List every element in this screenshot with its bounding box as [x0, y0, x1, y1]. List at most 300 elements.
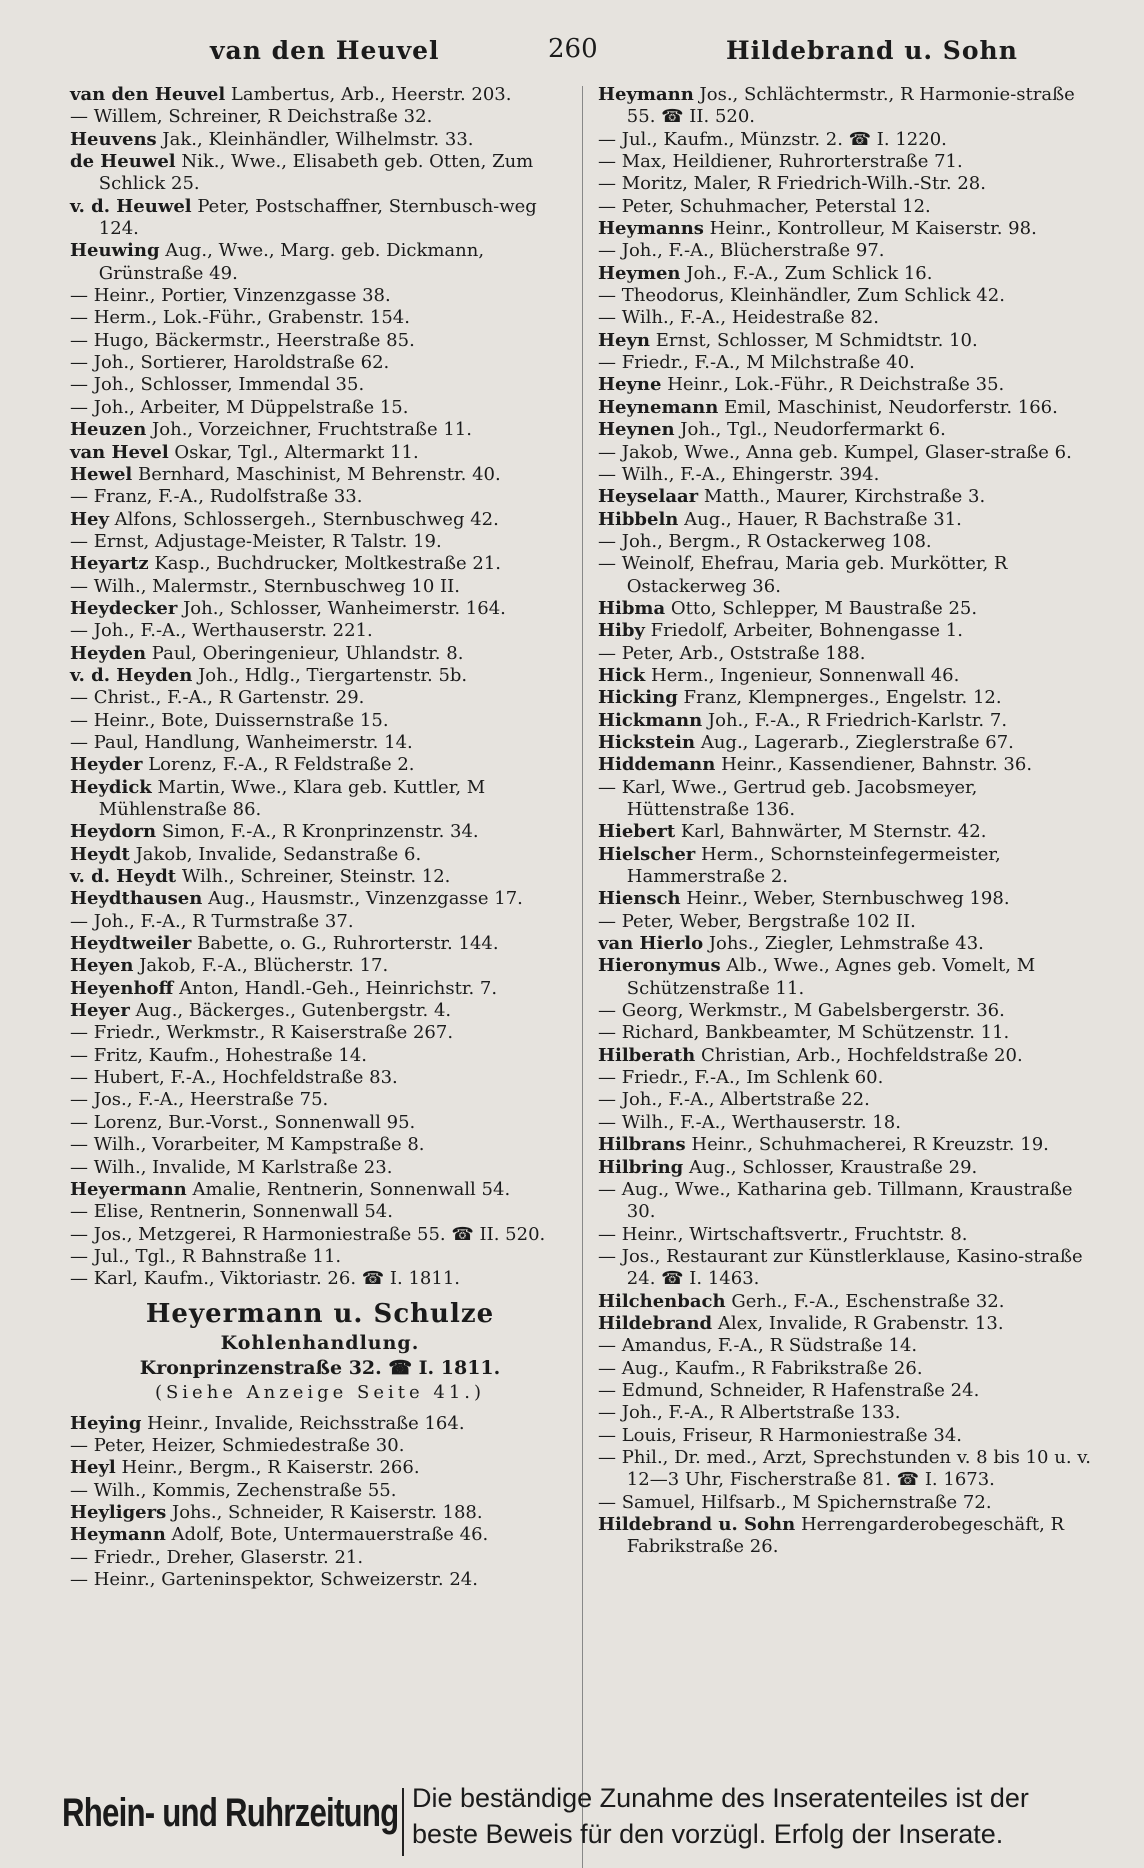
directory-entry: [70, 196, 570, 241]
directory-entry: [70, 1224, 570, 1246]
entry-text: — Jos., Metzgerei, R Harmoniestraße 55. ☎ II. 520.: [70, 1223, 546, 1245]
directory-entry: [598, 710, 1104, 732]
entry-details: Aug., Bäckerges., Gutenbergstr. 4.: [135, 1000, 452, 1022]
entry-details: Jakob, Invalide, Sedanstraße 6.: [135, 843, 422, 865]
entry-details: Aug., Schlosser, Kraustraße 29.: [689, 1156, 978, 1178]
entry-surname: Heying: [70, 1412, 142, 1434]
entry-details: Bernhard, Maschinist, M Behrenstr. 40.: [137, 463, 501, 485]
entry-surname: Hibbeln: [598, 508, 679, 530]
entry-text: — Lorenz, Bur.-Vorst., Sonnenwall 95.: [70, 1111, 416, 1133]
entry-surname: Hewel: [70, 463, 133, 485]
directory-entry: [70, 1502, 570, 1524]
directory-entry: [70, 285, 570, 307]
entry-surname: Heydthausen: [70, 888, 203, 910]
directory-entry: [70, 777, 570, 822]
directory-entry: [598, 240, 1104, 262]
directory-entry: [70, 1089, 570, 1111]
directory-entry: [598, 754, 1104, 776]
directory-entry: [70, 687, 570, 709]
entry-details: Alex, Invalide, R Grabenstr. 13.: [717, 1312, 1004, 1334]
directory-entry: [598, 307, 1104, 329]
entry-details: Joh., Hdlg., Tiergartenstr. 5b.: [198, 664, 468, 686]
directory-entry: [70, 1179, 570, 1201]
entry-text: — Moritz, Maler, R Friedrich-Wilh.-Str. 28.: [598, 173, 986, 195]
directory-entry: [598, 1514, 1104, 1559]
entry-details: Johs., Schneider, R Kaiserstr. 188.: [171, 1501, 483, 1523]
directory-entry: [598, 285, 1104, 307]
header-left-keyword: van den Heuvel: [210, 36, 440, 65]
entry-text: — Friedr., Werkmstr., R Kaiserstraße 267.: [70, 1022, 454, 1044]
directory-entry: [70, 531, 570, 553]
entry-surname: Heyenhoff: [70, 977, 174, 999]
directory-entry: [70, 1000, 570, 1022]
directory-entry: [70, 1480, 570, 1502]
entry-details: Wilh., Schreiner, Steinstr. 12.: [181, 866, 451, 888]
entry-details: Nik., Wwe., Elisabeth geb. Otten, Zum Schlick 25.: [98, 151, 534, 195]
directory-entry: [598, 464, 1104, 486]
entry-text: — Joh., F.-A., Blücherstraße 97.: [598, 240, 885, 262]
entry-text: — Heinr., Portier, Vinzenzgasse 38.: [70, 285, 391, 307]
directory-entry: [598, 531, 1104, 553]
entry-details: Babette, o. G., Ruhrorterstr. 144.: [197, 933, 499, 955]
directory-entry: [598, 1067, 1104, 1089]
newspaper-brand: Rhein- und Ruhrzeitung: [62, 1791, 399, 1835]
entry-text: — Theodorus, Kleinhändler, Zum Schlick 42.: [598, 285, 1005, 307]
entry-surname: Hilberath: [598, 1044, 696, 1066]
directory-entry: [598, 620, 1104, 642]
directory-entry: [70, 1524, 570, 1546]
entry-details: Heinr., Invalide, Reichsstraße 164.: [147, 1412, 465, 1434]
left-column: [70, 84, 570, 1591]
directory-entry: [70, 888, 570, 910]
entry-details: Aug., Wwe., Marg. geb. Dickmann, Grünstraße 49.: [98, 240, 485, 284]
directory-entry: [598, 665, 1104, 687]
advert-business: Kohlenhandlung.: [220, 1331, 420, 1354]
right-column: [598, 84, 1104, 1559]
advert-reference: (Siehe Anzeige Seite 41.): [154, 1381, 486, 1403]
directory-entry: [70, 576, 570, 598]
entry-text: — Joh., F.-A., Albertstraße 22.: [598, 1089, 870, 1111]
entry-surname: Heydt: [70, 843, 130, 865]
entry-text: — Christ., F.-A., R Gartenstr. 29.: [70, 687, 365, 709]
column-divider: [582, 86, 583, 1868]
directory-entry: [70, 509, 570, 531]
directory-entry: [598, 1246, 1104, 1291]
entry-details: Joh., F.-A., R Friedrich-Karlstr. 7.: [707, 709, 1008, 731]
directory-entry: [70, 844, 570, 866]
entry-details: Peter, Postschaffner, Sternbusch-weg 124.: [98, 195, 537, 240]
entry-text: — Ernst, Adjustage-Meister, R Talstr. 19.: [70, 530, 442, 552]
entry-details: Otto, Schlepper, M Baustraße 25.: [670, 597, 978, 619]
directory-entry: [598, 486, 1104, 508]
entry-text: — Paul, Handlung, Wanheimerstr. 14.: [70, 731, 413, 753]
directory-entry: [70, 978, 570, 1000]
entry-text: — Joh., F.-A., R Turmstraße 37.: [70, 910, 354, 932]
entry-details: Heinr., Weber, Sternbuschweg 198.: [686, 888, 1010, 910]
right-entry-list: [598, 84, 1104, 1559]
entry-surname: Hickmann: [598, 709, 703, 731]
header-right-keyword: Hildebrand u. Sohn: [726, 36, 1018, 65]
entry-details: Heinr., Kontrolleur, M Kaiserstr. 98.: [709, 218, 1037, 240]
directory-entry: [70, 1547, 570, 1569]
directory-entry: [598, 419, 1104, 441]
directory-entry: [598, 844, 1104, 889]
directory-entry: [598, 1045, 1104, 1067]
directory-entry: [70, 442, 570, 464]
directory-entry: [70, 553, 570, 575]
directory-entry: [70, 710, 570, 732]
entry-surname: Heymann: [70, 1524, 166, 1546]
directory-entry: [70, 1022, 570, 1044]
entry-surname: Heuwing: [70, 240, 160, 262]
entry-details: Heinr., Bergm., R Kaiserstr. 266.: [121, 1457, 420, 1479]
entry-surname: Heyer: [70, 1000, 130, 1022]
entry-surname: Heuvens: [70, 128, 157, 150]
directory-entry: [598, 821, 1104, 843]
directory-entry: [70, 419, 570, 441]
entry-details: Emil, Maschinist, Neudorferstr. 166.: [724, 396, 1058, 418]
entry-details: Jak., Kleinhändler, Wilhelmstr. 33.: [162, 128, 474, 150]
directory-entry: [70, 240, 570, 285]
entry-text: — Heinr., Wirtschaftsvertr., Fruchtstr. 8.: [598, 1223, 968, 1245]
entry-details: Lorenz, F.-A., R Feldstraße 2.: [148, 754, 415, 776]
entry-surname: Heydick: [70, 776, 152, 798]
directory-entry: [70, 129, 570, 151]
directory-entry: [598, 643, 1104, 665]
entry-text: — Edmund, Schneider, R Hafenstraße 24.: [598, 1379, 980, 1401]
entry-surname: Heyder: [70, 754, 143, 776]
entry-details: Heinr., Lok.-Führ., R Deichstraße 35.: [667, 374, 1005, 396]
entry-details: Friedolf, Arbeiter, Bohnengasse 1.: [650, 620, 963, 642]
directory-entry: [598, 1000, 1104, 1022]
entry-surname: Heyselaar: [598, 486, 699, 508]
entry-surname: Hildebrand u. Sohn: [598, 1514, 796, 1535]
entry-surname: van Hierlo: [598, 933, 704, 955]
entry-text: — Jos., Restaurant zur Künstlerklause, Kasino-straße 24. ☎ I. 1463.: [598, 1245, 1083, 1290]
entry-text: — Hubert, F.-A., Hochfeldstraße 83.: [70, 1067, 398, 1089]
directory-entry: [598, 732, 1104, 754]
entry-text: — Hugo, Bäckermstr., Heerstraße 85.: [70, 329, 415, 351]
directory-entry: [70, 955, 570, 977]
entry-text: — Jakob, Wwe., Anna geb. Kumpel, Glaser-straße 6.: [598, 441, 1072, 463]
entry-surname: Hey: [70, 508, 109, 530]
entry-text: — Wilh., Vorarbeiter, M Kampstraße 8.: [70, 1134, 425, 1156]
directory-entry: [70, 1067, 570, 1089]
entry-text: — Friedr., F.-A., M Milchstraße 40.: [598, 352, 915, 374]
entry-details: Ernst, Schlosser, M Schmidtstr. 10.: [655, 329, 978, 351]
directory-entry: [70, 665, 570, 687]
directory-entry: [598, 553, 1104, 598]
entry-surname: Hick: [598, 664, 646, 686]
entry-details: Karl, Bahnwärter, M Sternstr. 42.: [680, 821, 987, 843]
entry-text: — Fritz, Kaufm., Hohestraße 14.: [70, 1044, 368, 1066]
entry-text: — Max, Heildiener, Ruhrorterstraße 71.: [598, 151, 963, 173]
directory-entry: [598, 1425, 1104, 1447]
entry-details: Johs., Ziegler, Lehmstraße 43.: [708, 933, 984, 955]
directory-entry: [70, 732, 570, 754]
entry-surname: v. d. Heuwel: [70, 195, 192, 217]
directory-entry: [70, 821, 570, 843]
entry-details: Heinr., Kassendiener, Bahnstr. 36.: [721, 754, 1033, 776]
directory-entry: [70, 464, 570, 486]
entry-details: Christian, Arb., Hochfeldstraße 20.: [701, 1044, 1023, 1066]
directory-entry: [598, 509, 1104, 531]
entry-text: — Jul., Kaufm., Münzstr. 2. ☎ I. 1220.: [598, 128, 947, 150]
entry-text: — Heinr., Bote, Duissernstraße 15.: [70, 709, 389, 731]
left-entry-list-continued: [70, 1413, 570, 1592]
directory-entry: [598, 173, 1104, 195]
entry-details: Amalie, Rentnerin, Sonnenwall 54.: [192, 1178, 511, 1200]
entry-surname: Hiby: [598, 620, 645, 642]
entry-surname: Hibma: [598, 597, 666, 619]
entry-surname: Heydecker: [70, 597, 178, 619]
entry-surname: Heyden: [70, 642, 147, 664]
directory-entry: [598, 397, 1104, 419]
entry-surname: Hiebert: [598, 821, 676, 843]
entry-details: Joh., Vorzeichner, Fruchtstraße 11.: [152, 419, 472, 441]
entry-text: — Joh., F.-A., Werthauserstr. 221.: [70, 620, 373, 642]
directory-entry: [598, 1447, 1104, 1492]
directory-entry: [598, 1112, 1104, 1134]
directory-entry: [70, 330, 570, 352]
directory-entry: [70, 1246, 570, 1268]
directory-entry: [598, 1224, 1104, 1246]
entry-surname: Hilchenbach: [598, 1290, 726, 1312]
directory-entry: [70, 1435, 570, 1457]
directory-entry: [598, 1134, 1104, 1156]
directory-entry: [598, 1291, 1104, 1313]
entry-surname: Heymen: [598, 262, 681, 284]
entry-details: Adolf, Bote, Untermauerstraße 46.: [171, 1524, 489, 1546]
directory-entry: [598, 263, 1104, 285]
entry-surname: v. d. Heydt: [70, 866, 177, 888]
entry-text: — Willem, Schreiner, R Deichstraße 32.: [70, 106, 433, 128]
entry-text: — Louis, Friseur, R Harmoniestraße 34.: [598, 1424, 962, 1446]
directory-entry: [598, 374, 1104, 396]
entry-surname: Heuzen: [70, 419, 147, 441]
entry-surname: Heyl: [70, 1457, 116, 1479]
entry-surname: Hickstein: [598, 731, 696, 753]
directory-entry: [598, 955, 1104, 1000]
entry-surname: Heyartz: [70, 553, 149, 575]
entry-surname: Heydtweiler: [70, 933, 192, 955]
entry-surname: Heyne: [598, 374, 662, 396]
entry-text: — Joh., Arbeiter, M Düppelstraße 15.: [70, 396, 409, 418]
entry-details: Joh., F.-A., Zum Schlick 16.: [686, 262, 933, 284]
directory-entry: [598, 1492, 1104, 1514]
entry-surname: Heyn: [598, 329, 651, 351]
directory-entry: [598, 151, 1104, 173]
entry-text: — Peter, Heizer, Schmiedestraße 30.: [70, 1434, 405, 1456]
entry-text: — Heinr., Garteninspektor, Schweizerstr. 24.: [70, 1568, 478, 1590]
entry-surname: Heymann: [598, 84, 694, 105]
entry-text: — Aug., Kaufm., R Fabrikstraße 26.: [598, 1357, 923, 1379]
entry-details: Kasp., Buchdrucker, Moltkestraße 21.: [154, 553, 502, 575]
entry-details: Alfons, Schlossergeh., Sternbuschweg 42.: [114, 508, 499, 530]
entry-details: Jakob, F.-A., Blücherstr. 17.: [139, 955, 389, 977]
entry-text: — Peter, Weber, Bergstraße 102 II.: [598, 910, 916, 932]
entry-details: Simon, F.-A., R Kronprinzenstr. 34.: [161, 821, 479, 843]
directory-entry: [70, 1157, 570, 1179]
footer-slogan: [412, 1780, 1112, 1852]
directory-entry: [70, 598, 570, 620]
directory-entry: [598, 888, 1104, 910]
directory-entry: [70, 1134, 570, 1156]
directory-entry: [598, 196, 1104, 218]
entry-text: — Karl, Wwe., Gertrud geb. Jacobsmeyer, Hüttenstraße 136.: [598, 776, 978, 820]
directory-entry: [70, 397, 570, 419]
entry-surname: Heymanns: [598, 218, 704, 240]
directory-entry: [70, 151, 570, 196]
page-number: 260: [548, 34, 598, 64]
entry-text: — Wilh., Invalide, M Karlstraße 23.: [70, 1156, 393, 1178]
directory-entry: [598, 129, 1104, 151]
directory-entry: [70, 1045, 570, 1067]
directory-entry: [598, 1313, 1104, 1335]
entry-text: — Peter, Schuhmacher, Peterstal 12.: [598, 195, 931, 217]
entry-surname: Heyen: [70, 955, 134, 977]
entry-surname: Heynemann: [598, 396, 719, 418]
entry-text: — Phil., Dr. med., Arzt, Sprechstunden v. 8 bis 10 u. v. 12—3 Uhr, Fischerstraße 81. ☎ I. 1673.: [598, 1446, 1092, 1491]
directory-entry: [70, 374, 570, 396]
directory-entry: [70, 1268, 570, 1290]
directory-entry: [598, 352, 1104, 374]
entry-surname: Heynen: [598, 419, 675, 441]
directory-entry: [598, 1380, 1104, 1402]
entry-details: Joh., Tgl., Neudorfermarkt 6.: [680, 419, 946, 441]
directory-entry: [70, 754, 570, 776]
directory-entry: [70, 911, 570, 933]
footer-divider: [402, 1788, 404, 1856]
entry-details: Herm., Schornsteinfegermeister, Hammerstraße 2.: [626, 843, 1001, 888]
directory-entry: [598, 1157, 1104, 1179]
entry-surname: Hiensch: [598, 888, 681, 910]
entry-details: Heinr., Schuhmacherei, R Kreuzstr. 19.: [691, 1134, 1049, 1156]
entry-surname: Hilbring: [598, 1156, 684, 1178]
advertisement-block: [70, 1297, 570, 1405]
entry-surname: Hicking: [598, 687, 678, 709]
directory-entry: [598, 330, 1104, 352]
directory-entry: [598, 1335, 1104, 1357]
slogan-line-2: beste Beweis für den vorzügl. Erfolg der Inserate.: [412, 1819, 1004, 1849]
entry-text: — Weinolf, Ehefrau, Maria geb. Murkötter, R Ostackerweg 36.: [598, 553, 1008, 597]
entry-text: — Joh., Schlosser, Immendal 35.: [70, 374, 365, 396]
entry-surname: Hiddemann: [598, 754, 716, 776]
directory-entry: [598, 911, 1104, 933]
directory-entry: [70, 106, 570, 128]
left-entry-list: [70, 84, 570, 1291]
directory-entry: [598, 933, 1104, 955]
entry-details: Herrengarderobegeschäft, R Fabrikstraße 26.: [626, 1514, 1065, 1558]
entry-text: — Aug., Wwe., Katharina geb. Tillmann, Kraustraße 30.: [598, 1178, 1073, 1223]
entry-details: Alb., Wwe., Agnes geb. Vomelt, M Schützenstraße 11.: [626, 955, 1036, 999]
entry-text: — Franz, F.-A., Rudolfstraße 33.: [70, 486, 363, 508]
directory-entry: [70, 1112, 570, 1134]
directory-entry: [598, 1022, 1104, 1044]
entry-text: — Jos., F.-A., Heerstraße 75.: [70, 1089, 329, 1111]
directory-entry: [598, 1358, 1104, 1380]
entry-details: Aug., Lagerarb., Zieglerstraße 67.: [700, 731, 1014, 753]
entry-details: Martin, Wwe., Klara geb. Kuttler, M Mühlenstraße 86.: [98, 776, 486, 820]
directory-entry: [598, 687, 1104, 709]
directory-entry: [598, 84, 1104, 129]
directory-entry: [70, 1457, 570, 1479]
entry-text: — Richard, Bankbeamter, M Schützenstr. 11.: [598, 1022, 1010, 1044]
directory-entry: [70, 1201, 570, 1223]
entry-text: — Joh., Sortierer, Haroldstraße 62.: [70, 352, 390, 374]
entry-surname: Heyermann: [70, 1178, 187, 1200]
entry-details: Jos., Schlächtermstr., R Harmonie-straße 55. ☎ II. 520.: [626, 84, 1075, 128]
entry-surname: de Heuwel: [70, 151, 176, 173]
directory-entry: [598, 1089, 1104, 1111]
entry-text: — Friedr., F.-A., Im Schlenk 60.: [598, 1067, 884, 1089]
entry-surname: Heydorn: [70, 821, 157, 843]
entry-details: Gerh., F.-A., Eschenstraße 32.: [731, 1290, 1005, 1312]
entry-text: — Elise, Rentnerin, Sonnenwall 54.: [70, 1201, 393, 1223]
advert-company: Heyermann u. Schulze: [145, 1298, 495, 1329]
entry-text: — Peter, Arb., Oststraße 188.: [598, 642, 866, 664]
entry-text: — Wilh., Malermstr., Sternbuschweg 10 II.: [70, 575, 460, 597]
directory-entry: [598, 442, 1104, 464]
entry-details: Paul, Oberingenieur, Uhlandstr. 8.: [151, 642, 464, 664]
entry-text: — Joh., Bergm., R Ostackerweg 108.: [598, 530, 932, 552]
entry-text: — Jul., Tgl., R Bahnstraße 11.: [70, 1245, 342, 1267]
directory-entry: [598, 777, 1104, 822]
directory-entry: [70, 1569, 570, 1591]
slogan-line-1: Die beständige Zunahme des Inseratenteiles ist der: [412, 1783, 1029, 1813]
page-header: [0, 30, 1144, 74]
entry-text: — Georg, Werkmstr., M Gabelsbergerstr. 36.: [598, 1000, 1005, 1022]
directory-entry: [70, 486, 570, 508]
entry-text: — Samuel, Hilfsarb., M Spichernstraße 72.: [598, 1491, 992, 1513]
entry-text: — Friedr., Dreher, Glaserstr. 21.: [70, 1546, 364, 1568]
entry-surname: Hildebrand: [598, 1312, 713, 1334]
entry-surname: Heyligers: [70, 1501, 167, 1523]
directory-entry: [70, 643, 570, 665]
entry-surname: Hieronymus: [598, 955, 721, 977]
entry-surname: Hielscher: [598, 843, 696, 865]
entry-text: — Wilh., F.-A., Werthauserstr. 18.: [598, 1111, 901, 1133]
entry-surname: van Hevel: [70, 441, 169, 463]
entry-surname: v. d. Heyden: [70, 664, 193, 686]
directory-entry: [70, 866, 570, 888]
entry-text: — Wilh., Kommis, Zechenstraße 55.: [70, 1479, 397, 1501]
entry-surname: van den Heuvel: [70, 84, 226, 105]
directory-entry: [70, 933, 570, 955]
directory-entry: [598, 218, 1104, 240]
directory-entry: [70, 1413, 570, 1435]
entry-details: Franz, Klempnerges., Engelstr. 12.: [683, 687, 1002, 709]
entry-text: — Wilh., F.-A., Heidestraße 82.: [598, 307, 879, 329]
entry-details: Lambertus, Arb., Heerstr. 203.: [230, 84, 512, 105]
entry-text: — Herm., Lok.-Führ., Grabenstr. 154.: [70, 307, 410, 329]
entry-surname: Hilbrans: [598, 1134, 686, 1156]
directory-entry: [70, 352, 570, 374]
directory-entry: [598, 1402, 1104, 1424]
directory-entry: [598, 598, 1104, 620]
entry-details: Aug., Hauer, R Bachstraße 31.: [684, 508, 962, 530]
entry-details: Anton, Handl.-Geh., Heinrichstr. 7.: [179, 977, 498, 999]
directory-entry: [70, 84, 570, 106]
entry-details: Herm., Ingenieur, Sonnenwall 46.: [651, 664, 960, 686]
directory-entry: [70, 307, 570, 329]
directory-entry: [598, 1179, 1104, 1224]
entry-text: — Amandus, F.-A., R Südstraße 14.: [598, 1335, 918, 1357]
entry-details: Matth., Maurer, Kirchstraße 3.: [703, 486, 986, 508]
newspaper-advert-footer: [62, 1780, 1114, 1866]
entry-text: — Joh., F.-A., R Albertstraße 133.: [598, 1402, 901, 1424]
entry-text: — Wilh., F.-A., Ehingerstr. 394.: [598, 463, 880, 485]
